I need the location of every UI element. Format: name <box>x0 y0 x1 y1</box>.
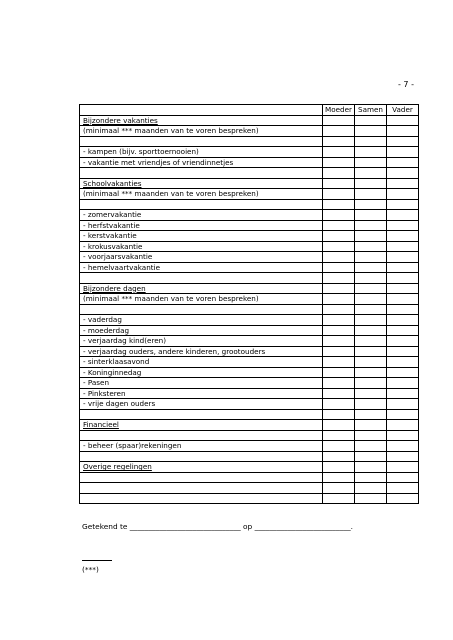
row-label: - vaderdag <box>80 315 323 326</box>
cell-samen[interactable] <box>355 126 387 137</box>
cell-vader[interactable] <box>387 378 419 389</box>
cell-moeder[interactable] <box>323 304 355 315</box>
row-label: - hemelvaartvakantie <box>80 262 323 273</box>
cell-samen[interactable] <box>355 157 387 168</box>
cell-moeder[interactable] <box>323 346 355 357</box>
table-row <box>80 262 419 273</box>
cell-vader[interactable] <box>387 493 419 504</box>
cell-moeder[interactable] <box>323 409 355 420</box>
table-row <box>80 420 419 431</box>
cell-moeder[interactable] <box>323 336 355 347</box>
table-row <box>80 441 419 452</box>
table-row <box>80 409 419 420</box>
header-topic <box>80 105 323 116</box>
cell-samen[interactable] <box>355 220 387 231</box>
table-row <box>80 472 419 483</box>
cell-samen[interactable] <box>355 336 387 347</box>
cell-vader[interactable] <box>387 283 419 294</box>
row-label <box>80 483 323 494</box>
cell-moeder[interactable] <box>323 262 355 273</box>
cell-samen[interactable] <box>355 147 387 158</box>
cell-vader[interactable] <box>387 210 419 221</box>
cell-samen[interactable] <box>355 315 387 326</box>
arrangements-table <box>79 104 419 504</box>
row-label: Overige regelingen <box>80 462 323 473</box>
cell-moeder[interactable] <box>323 147 355 158</box>
table-row <box>80 199 419 210</box>
row-label: - kerstvakantie <box>80 231 323 242</box>
cell-samen[interactable] <box>355 409 387 420</box>
cell-moeder[interactable] <box>323 451 355 462</box>
cell-samen[interactable] <box>355 472 387 483</box>
cell-vader[interactable] <box>387 315 419 326</box>
table-row <box>80 126 419 137</box>
footnote-marker: (***) <box>82 565 99 574</box>
cell-vader[interactable] <box>387 483 419 494</box>
cell-samen[interactable] <box>355 399 387 410</box>
header-moeder: Moeder <box>323 105 355 116</box>
cell-moeder[interactable] <box>323 157 355 168</box>
cell-samen[interactable] <box>355 178 387 189</box>
cell-vader[interactable] <box>387 252 419 263</box>
table-row <box>80 430 419 441</box>
row-label: - krokusvakantie <box>80 241 323 252</box>
table-row <box>80 189 419 200</box>
cell-moeder[interactable] <box>323 199 355 210</box>
cell-moeder[interactable] <box>323 189 355 200</box>
signature-line: Getekend te ______________________________ op __________________________. <box>82 522 353 531</box>
cell-moeder[interactable] <box>323 241 355 252</box>
table-row <box>80 115 419 126</box>
cell-vader[interactable] <box>387 409 419 420</box>
cell-moeder[interactable] <box>323 168 355 179</box>
cell-vader[interactable] <box>387 115 419 126</box>
cell-moeder[interactable] <box>323 493 355 504</box>
cell-moeder[interactable] <box>323 367 355 378</box>
row-label: - verjaardag kind(eren) <box>80 336 323 347</box>
cell-moeder[interactable] <box>323 252 355 263</box>
cell-vader[interactable] <box>387 367 419 378</box>
cell-moeder[interactable] <box>323 315 355 326</box>
row-label: - verjaardag ouders, andere kinderen, grootouders <box>80 346 323 357</box>
row-label: Bijzondere vakanties <box>80 115 323 126</box>
row-label <box>80 136 323 147</box>
cell-moeder[interactable] <box>323 294 355 305</box>
cell-vader[interactable] <box>387 220 419 231</box>
row-label <box>80 168 323 179</box>
cell-moeder[interactable] <box>323 220 355 231</box>
table-row <box>80 304 419 315</box>
table-row <box>80 357 419 368</box>
cell-vader[interactable] <box>387 136 419 147</box>
table-row <box>80 231 419 242</box>
cell-samen[interactable] <box>355 420 387 431</box>
cell-samen[interactable] <box>355 357 387 368</box>
row-label: - vrije dagen ouders <box>80 399 323 410</box>
row-label: - voorjaarsvakantie <box>80 252 323 263</box>
row-label: Bijzondere dagen <box>80 283 323 294</box>
cell-samen[interactable] <box>355 378 387 389</box>
table-row <box>80 388 419 399</box>
row-label: - moederdag <box>80 325 323 336</box>
table-row <box>80 493 419 504</box>
table-row <box>80 378 419 389</box>
row-label: - herfstvakantie <box>80 220 323 231</box>
cell-samen[interactable] <box>355 294 387 305</box>
header-samen: Samen <box>355 105 387 116</box>
cell-samen[interactable] <box>355 115 387 126</box>
row-label <box>80 472 323 483</box>
cell-vader[interactable] <box>387 451 419 462</box>
cell-moeder[interactable] <box>323 483 355 494</box>
row-label <box>80 409 323 420</box>
cell-vader[interactable] <box>387 441 419 452</box>
row-label: (minimaal *** maanden van te voren bespreken) <box>80 126 323 137</box>
table-row <box>80 283 419 294</box>
row-label: - sinterklaasavond <box>80 357 323 368</box>
row-label: - Pasen <box>80 378 323 389</box>
row-label: - kampen (bijv. sporttoernooien) <box>80 147 323 158</box>
row-label: (minimaal *** maanden van te voren bespreken) <box>80 294 323 305</box>
table-row <box>80 462 419 473</box>
table-row <box>80 273 419 284</box>
row-label: - vakantie met vriendjes of vriendinnetjes <box>80 157 323 168</box>
cell-samen[interactable] <box>355 462 387 473</box>
table-row <box>80 136 419 147</box>
table-row <box>80 157 419 168</box>
cell-moeder[interactable] <box>323 325 355 336</box>
cell-vader[interactable] <box>387 357 419 368</box>
cell-vader[interactable] <box>387 430 419 441</box>
cell-moeder[interactable] <box>323 231 355 242</box>
cell-samen[interactable] <box>355 367 387 378</box>
cell-samen[interactable] <box>355 346 387 357</box>
row-label: Schoolvakanties <box>80 178 323 189</box>
table-row <box>80 336 419 347</box>
cell-vader[interactable] <box>387 399 419 410</box>
table-row <box>80 325 419 336</box>
cell-vader[interactable] <box>387 157 419 168</box>
cell-vader[interactable] <box>387 178 419 189</box>
cell-samen[interactable] <box>355 304 387 315</box>
table-row <box>80 220 419 231</box>
cell-samen[interactable] <box>355 168 387 179</box>
cell-vader[interactable] <box>387 241 419 252</box>
cell-moeder[interactable] <box>323 420 355 431</box>
cell-samen[interactable] <box>355 483 387 494</box>
row-label <box>80 493 323 504</box>
cell-vader[interactable] <box>387 304 419 315</box>
row-label <box>80 199 323 210</box>
cell-samen[interactable] <box>355 210 387 221</box>
cell-samen[interactable] <box>355 325 387 336</box>
cell-moeder[interactable] <box>323 210 355 221</box>
cell-moeder[interactable] <box>323 126 355 137</box>
cell-vader[interactable] <box>387 262 419 273</box>
header-vader: Vader <box>387 105 419 116</box>
cell-samen[interactable] <box>355 273 387 284</box>
table-row <box>80 252 419 263</box>
cell-vader[interactable] <box>387 294 419 305</box>
table-body <box>80 115 419 504</box>
cell-vader[interactable] <box>387 273 419 284</box>
table-row <box>80 346 419 357</box>
row-label: Financieel <box>80 420 323 431</box>
cell-samen[interactable] <box>355 283 387 294</box>
cell-moeder[interactable] <box>323 136 355 147</box>
cell-moeder[interactable] <box>323 441 355 452</box>
cell-vader[interactable] <box>387 147 419 158</box>
cell-vader[interactable] <box>387 168 419 179</box>
cell-samen[interactable] <box>355 199 387 210</box>
table-row <box>80 294 419 305</box>
footnote-rule <box>82 560 112 561</box>
cell-samen[interactable] <box>355 388 387 399</box>
cell-samen[interactable] <box>355 231 387 242</box>
cell-vader[interactable] <box>387 388 419 399</box>
cell-samen[interactable] <box>355 493 387 504</box>
cell-samen[interactable] <box>355 241 387 252</box>
cell-moeder[interactable] <box>323 273 355 284</box>
cell-moeder[interactable] <box>323 462 355 473</box>
table-row <box>80 147 419 158</box>
row-label: (minimaal *** maanden van te voren bespreken) <box>80 189 323 200</box>
cell-vader[interactable] <box>387 325 419 336</box>
row-label <box>80 304 323 315</box>
cell-samen[interactable] <box>355 451 387 462</box>
cell-vader[interactable] <box>387 336 419 347</box>
table-row <box>80 451 419 462</box>
row-label: - Koninginnedag <box>80 367 323 378</box>
cell-moeder[interactable] <box>323 472 355 483</box>
page-number: - 7 - <box>398 80 414 89</box>
cell-moeder[interactable] <box>323 378 355 389</box>
cell-moeder[interactable] <box>323 430 355 441</box>
cell-moeder[interactable] <box>323 283 355 294</box>
row-label <box>80 430 323 441</box>
cell-vader[interactable] <box>387 346 419 357</box>
cell-vader[interactable] <box>387 199 419 210</box>
cell-vader[interactable] <box>387 126 419 137</box>
table-row <box>80 168 419 179</box>
cell-moeder[interactable] <box>323 115 355 126</box>
cell-samen[interactable] <box>355 189 387 200</box>
cell-moeder[interactable] <box>323 388 355 399</box>
row-label <box>80 451 323 462</box>
cell-samen[interactable] <box>355 262 387 273</box>
cell-samen[interactable] <box>355 252 387 263</box>
table-row <box>80 210 419 221</box>
table-row <box>80 315 419 326</box>
row-label: - zomervakantie <box>80 210 323 221</box>
cell-samen[interactable] <box>355 430 387 441</box>
table-row <box>80 483 419 494</box>
cell-vader[interactable] <box>387 420 419 431</box>
cell-vader[interactable] <box>387 462 419 473</box>
table-row <box>80 399 419 410</box>
row-label: - Pinksteren <box>80 388 323 399</box>
cell-vader[interactable] <box>387 472 419 483</box>
table-row <box>80 241 419 252</box>
cell-moeder[interactable] <box>323 178 355 189</box>
table-header-row <box>80 105 419 116</box>
row-label: - beheer (spaar)rekeningen <box>80 441 323 452</box>
cell-moeder[interactable] <box>323 399 355 410</box>
cell-samen[interactable] <box>355 441 387 452</box>
table-row <box>80 178 419 189</box>
cell-vader[interactable] <box>387 231 419 242</box>
row-label <box>80 273 323 284</box>
cell-vader[interactable] <box>387 189 419 200</box>
table-row <box>80 367 419 378</box>
cell-samen[interactable] <box>355 136 387 147</box>
cell-moeder[interactable] <box>323 357 355 368</box>
